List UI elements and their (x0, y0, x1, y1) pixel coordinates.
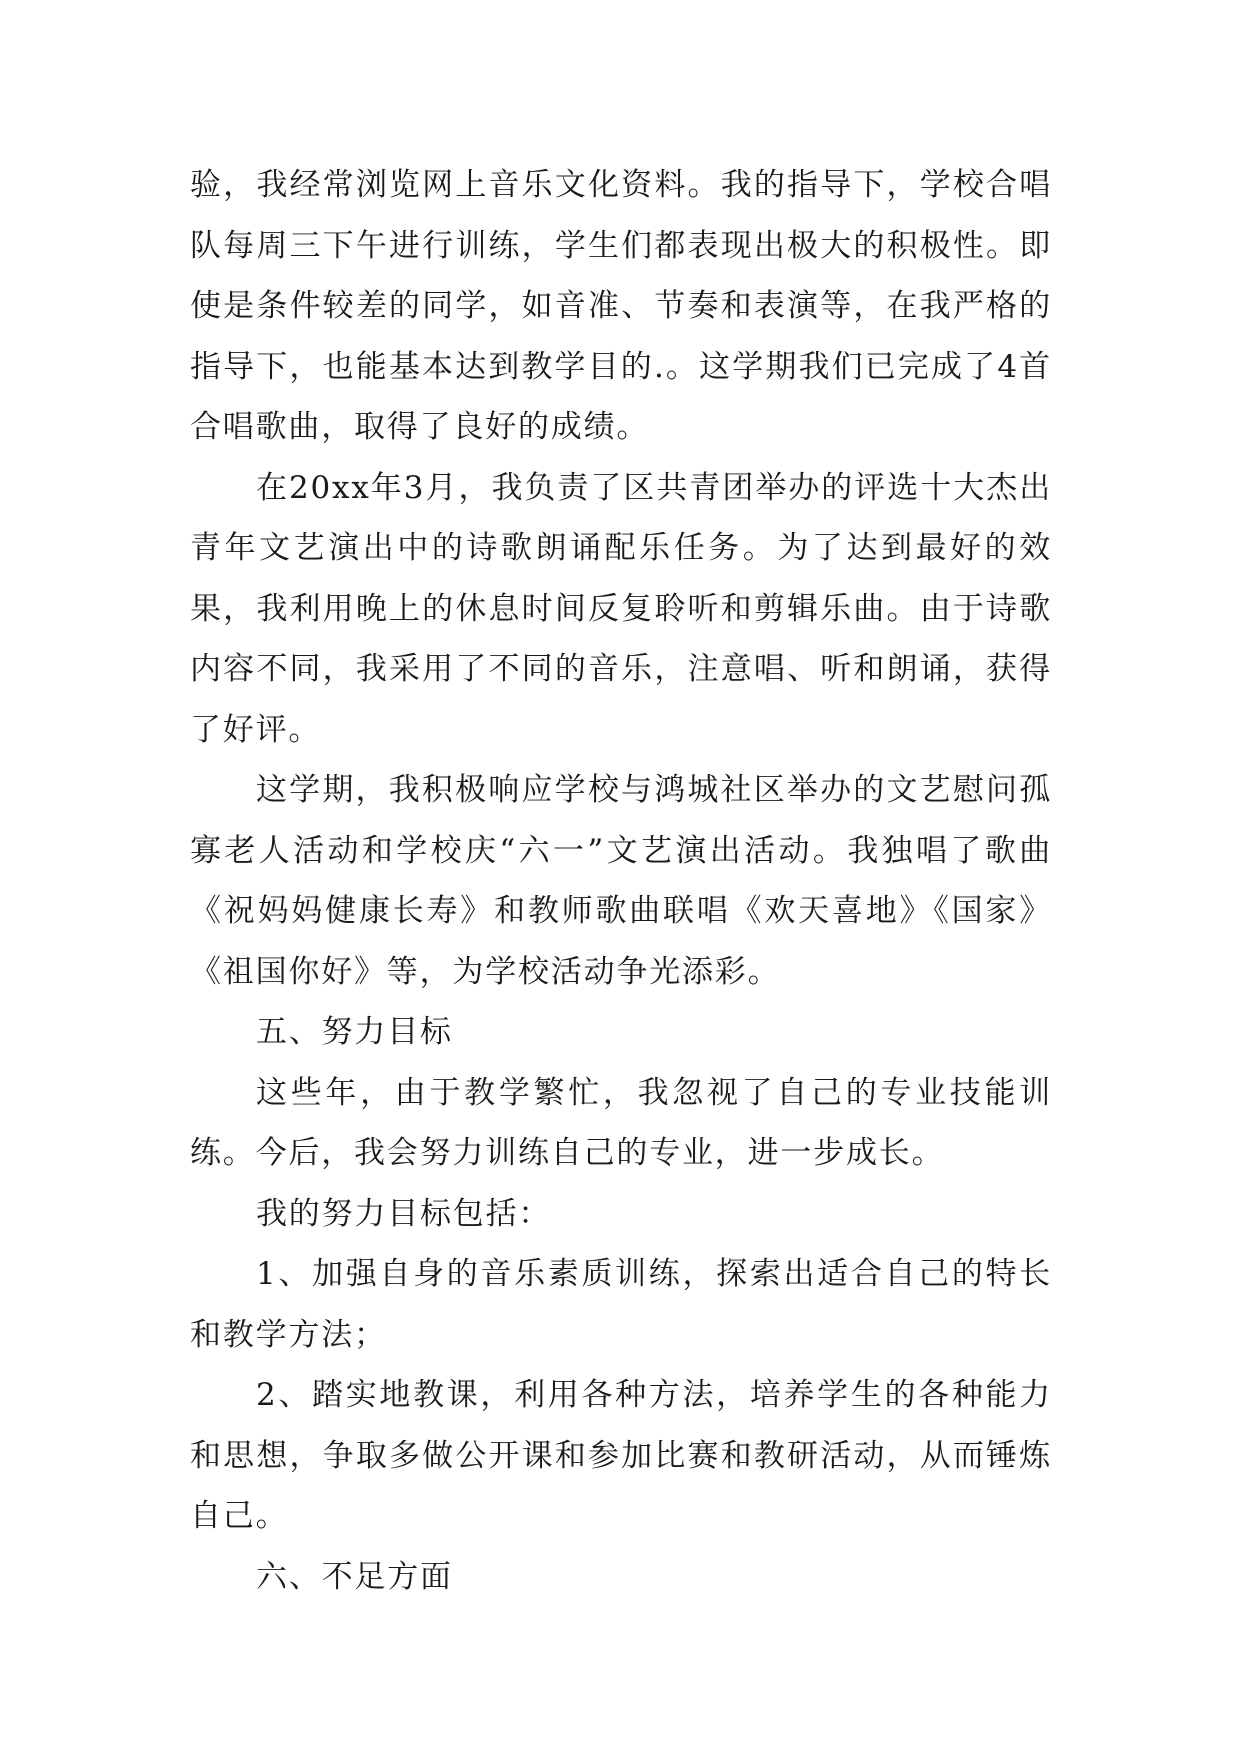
paragraph-performances: 这学期，我积极响应学校与鸿城社区举办的文艺慰问孤寡老人活动和学校庆“六一”文艺演出活动。我独唱了歌曲《祝妈妈健康长寿》和教师歌曲联唱《欢天喜地》《国家》《祖国你好》等，为学校活动争光添彩。 (190, 772, 1052, 990)
section-heading-shortcomings: 六、不足方面 (256, 1558, 453, 1595)
goal-item-1: 1、加强自身的音乐素质训练，探索出适合自己的特长和教学方法； (190, 1256, 1052, 1353)
paragraph-choir-training: 验，我经常浏览网上音乐文化资料。我的指导下，学校合唱队每周三下午进行训练，学生们都表现出极大的积极性。即使是条件较差的同学，如音准、节奏和表演等，在我严格的指导下，也能基本达到教学目的.。这学期我们已完成了4首合唱歌曲，取得了良好的成绩。 (190, 167, 1052, 445)
paragraph-poetry-music: 在20xx年3月，我负责了区共青团举办的评选十大杰出青年文艺演出中的诗歌朗诵配乐任务。为了达到最好的效果，我利用晚上的休息时间反复聆听和剪辑乐曲。由于诗歌内容不同，我采用了不同的音乐，注意唱、听和朗诵，获得了好评。 (190, 469, 1052, 748)
document-body (190, 155, 1052, 1607)
paragraph-skill-training: 这些年，由于教学繁忙，我忽视了自己的专业技能训练。今后，我会努力训练自己的专业，进一步成长。 (190, 1074, 1052, 1171)
section-heading-goals: 五、努力目标 (256, 1014, 453, 1050)
goal-item-2: 2、踏实地教课，利用各种方法，培养学生的各种能力和思想，争取多做公开课和参加比赛和教研活动，从而锤炼自己。 (190, 1377, 1052, 1534)
paragraph-goals-intro: 我的努力目标包括： (256, 1195, 552, 1232)
